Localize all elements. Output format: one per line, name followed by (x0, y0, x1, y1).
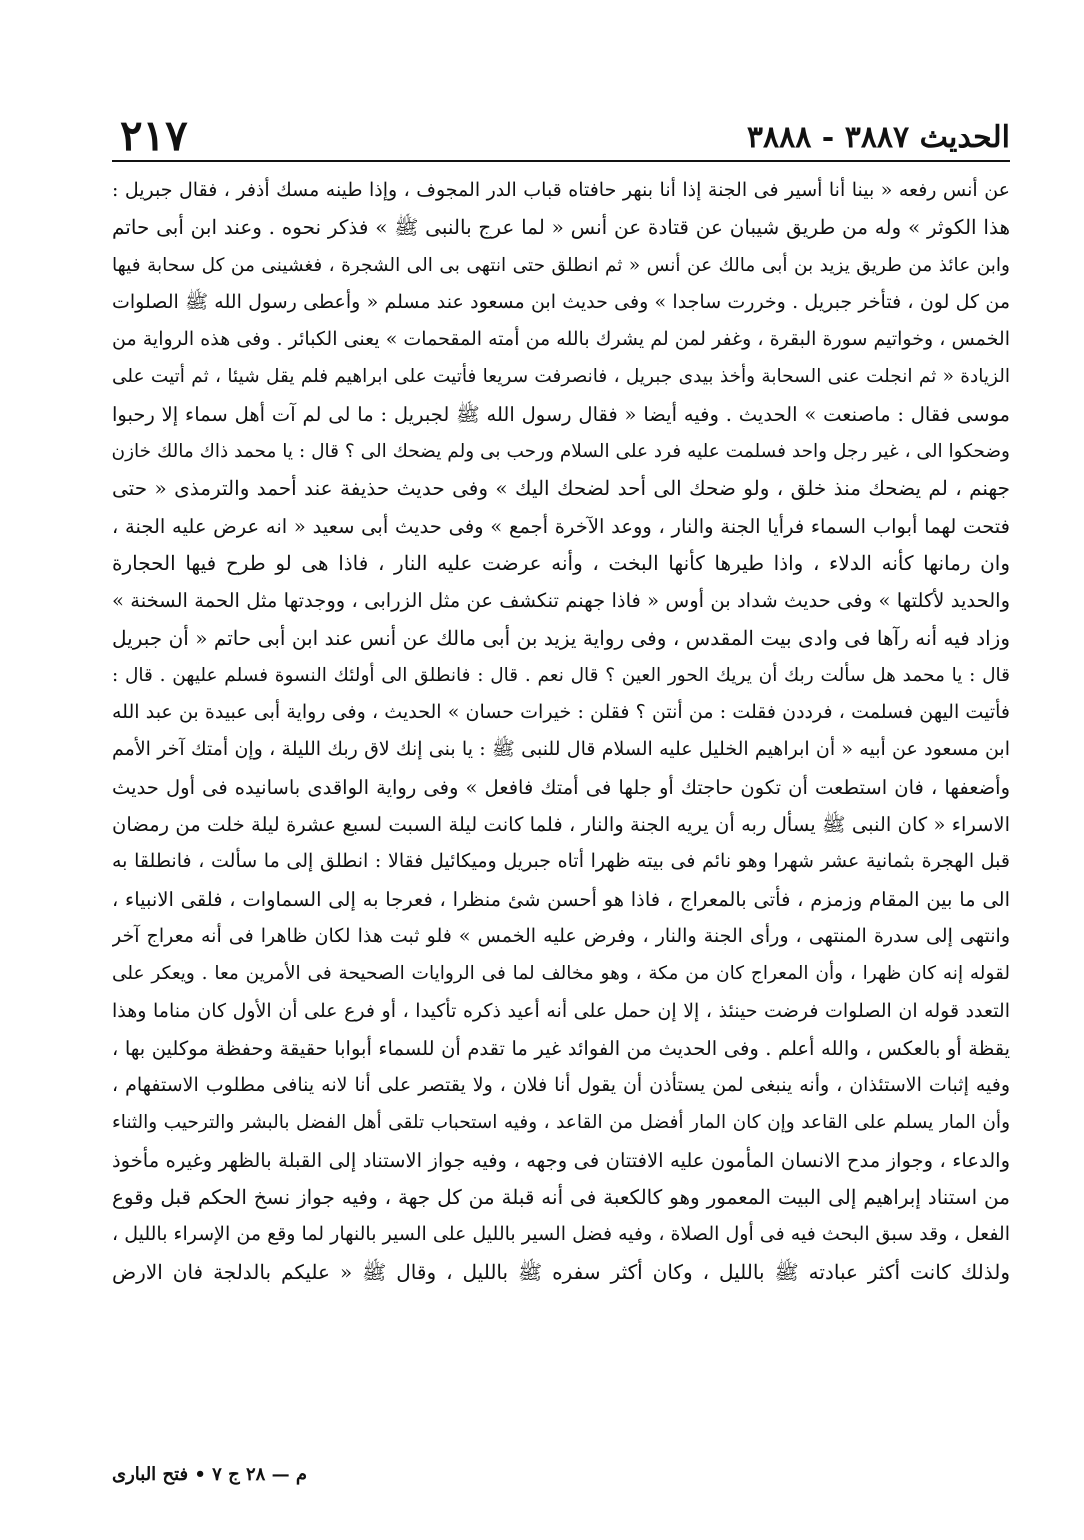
text-line: الاسراء « كان النبى ﷺ يسأل ربه أن يريه الجنة والنار ، فلما كانت ليلة السبت لسبع عشرة ليلة خلت من رمضان (112, 813, 1010, 837)
text-line: وزاد فيه أنه رآها فى وادى بيت المقدس ، وفى رواية يزيد بن أبى مالك عن أنس عند ابن أبى حاتم « أن جبريل (112, 625, 1010, 650)
text-line: وأضعفها ، فان استطعت أن تكون حاجتك أو جلها فى أمتك فافعل » وفى رواية الواقدى باسانيده فى أول حديث (112, 775, 1010, 799)
text-line: يقظة أو بالعكس ، والله أعلم . وفى الحديث من الفوائد غير ما تقدم أن للسماء أبوابا حقيقة وحفظة موكلين بها ، (112, 1036, 1010, 1060)
page-footer (112, 1460, 1010, 1490)
text-line: وانتهى إلى سدرة المنتهى ، ورأى الجنة والنار ، وفرض عليه الخمس » فلو ثبت هذا لكان ظاهرا فى أنه معراج آخر (112, 924, 1010, 947)
text-line: وضحكوا الى ، غير رجل واحد فسلمت عليه فرد على السلام ورحب بى ولم يضحك الى ؟ قال : يا محمد ذاك مالك خازن (112, 441, 1010, 463)
text-line: الى ما بين المقام وزمزم ، فأتى بالمعراج ، فاذا هو أحسن شئ منظرا ، فعرجا به إلى السماوات ، فلقى الانبياء ، (112, 887, 1010, 911)
hadith-range-title: الحديث ٣٨٨٧ - ٣٨٨٨ (746, 120, 1010, 155)
text-line: الخمس ، وخواتيم سورة البقرة ، وغفر لمن لم يشرك بالله من أمته المقحمات » يعنى الكبائر . وفى هذه الرواية من (112, 328, 1010, 351)
text-line: فتحت لهما أبواب السماء فرأيا الجنة والنار ، ووعد الآخرة أجمع » وفى حديث أبى سعيد « انه عرض عليه الجنة ، (112, 514, 1010, 538)
text-line: فأتيت اليهن فسلمت ، فرددن فقلت : من أنتن ؟ فقلن : خيرات حسان » الحديث ، وفى رواية أبى عبيدة بن عبد الله (112, 701, 1010, 724)
text-line: عن أنس رفعه « بينا أنا أسير فى الجنة إذا أنا بنهر حافتاه قباب الدر المجوف ، وإذا طينه مسك أذفر ، فقال جبريل : (112, 179, 1010, 201)
text-line: قبل الهجرة بثمانية عشر شهرا وهو نائم فى بيته ظهرا أتاه جبريل وميكائيل فقالا : انطلق إلى ما سألت ، فانطلقا به (112, 850, 1010, 873)
text-line: هذا الكوثر » وله من طريق شيبان عن قتادة عن أنس « لما عرج بالنبى ﷺ » فذكر نحوه . وعند ابن أبى حاتم (112, 215, 1010, 240)
text-line: والدعاء ، وجواز مدح الانسان المأمون عليه الافتتان فى وجهه ، وفيه جواز الاستناد إلى القبلة بالظهر وغيره مأخوذ (112, 1148, 1010, 1172)
text-line: وأن المار يسلم على القاعد وإن كان المار أفضل من القاعد ، وفيه استحباب تلقى أهل الفضل بالبشر والترحيب والثناء (112, 1112, 1010, 1134)
text-line: الزيادة « ثم انجلت عنى السحابة وأخذ بيدى جبريل ، فانصرفت سريعا فأتيت على ابراهيم فلم يقل شيئا ، ثم أتيت على (112, 366, 1010, 388)
text-line: جهنم ، لم يضحك منذ خلق ، ولو ضحك الى أحد لضحك اليك » وفى حديث حذيفة عند أحمد والترمذى « حتى (112, 476, 1010, 501)
text-line: وان رمانها كأنه الدلاء ، واذا طيرها كأنها البخت ، وأنه عرضت عليه النار ، فاذا هى لو طرح فيها الحجارة (112, 550, 1010, 575)
text-line: وفيه إثبات الاستئذان ، وأنه ينبغى لمن يستأذن أن يقول أنا فلان ، ولا يقتصر على أنا لانه ينافى مطلوب الاستفهام ، (112, 1074, 1010, 1097)
text-line: ولذلك كانت أكثر عبادته ﷺ بالليل ، وكان أكثر سفره ﷺ بالليل ، وقال ﷺ « عليكم بالدلجة فان الارض (112, 1259, 1010, 1284)
header-rule (112, 160, 1010, 162)
text-line: التعدد قوله ان الصلوات فرضت حينئذ ، إلا إن حمل على أنه أعيد ذكره تأكيدا ، أو فرع على أن الأول كان مناما وهذا (112, 999, 1010, 1022)
page-header (112, 112, 1010, 160)
text-line: لقوله إنه كان ظهرا ، وأن المعراج كان من مكة ، وهو مخالف لما فى الروايات الصحيحة فى الأمرين معا . ويعكر على (112, 963, 1010, 985)
text-line: قال : يا محمد هل سألت ربك أن يريك الحور العين ؟ قال نعم . قال : فانطلق الى أولئك النسوة فسلم عليهن . قال : (112, 664, 1010, 686)
text-line: من استناد إبراهيم إلى البيت المعمور وهو كالكعبة فى أنه قبلة من كل جهة ، وفيه جواز نسخ الحكم قبل وقوع (112, 1185, 1010, 1210)
text-line: ابن مسعود عن أبيه « أن ابراهيم الخليل عليه السلام قال للنبى ﷺ : يا بنى إنك لاق ربك الليلة ، وإن أمتك آخر الأمم (112, 738, 1010, 761)
text-line: من كل لون ، فتأخر جبريل . وخررت ساجدا » وفى حديث ابن مسعود عند مسلم « وأعطى رسول الله ﷺ الصلوات (112, 290, 1010, 313)
text-line: موسى فقال : ماصنعت » الحديث . وفيه أيضا « فقال رسول الله ﷺ لجبريل : ما لى لم آت أهل سماء إلا رحبوا (112, 402, 1010, 426)
page-number: ٢١٧ (120, 111, 188, 160)
signature-mark: م — ٢٨ ج ٧ • فتح البارى (112, 1464, 308, 1485)
text-line: وابن عائذ من طريق يزيد بن أبى مالك عن أنس « ثم انطلق حتى انتهى بى الى الشجرة ، فغشينى من كل سحابة فيها (112, 254, 1010, 276)
text-line: الفعل ، وقد سبق البحث فيه فى أول الصلاة ، وفيه فضل السير بالليل على السير بالنهار لما وقع من الإسراء بالليل ، (112, 1223, 1010, 1246)
body-text (112, 172, 1010, 1291)
text-line: والحديد لأكلتها » وفى حديث شداد بن أوس « فاذا جهنم تنكشف عن مثل الزرابى ، ووجدتها مثل الحمة السخنة » (112, 589, 1010, 613)
